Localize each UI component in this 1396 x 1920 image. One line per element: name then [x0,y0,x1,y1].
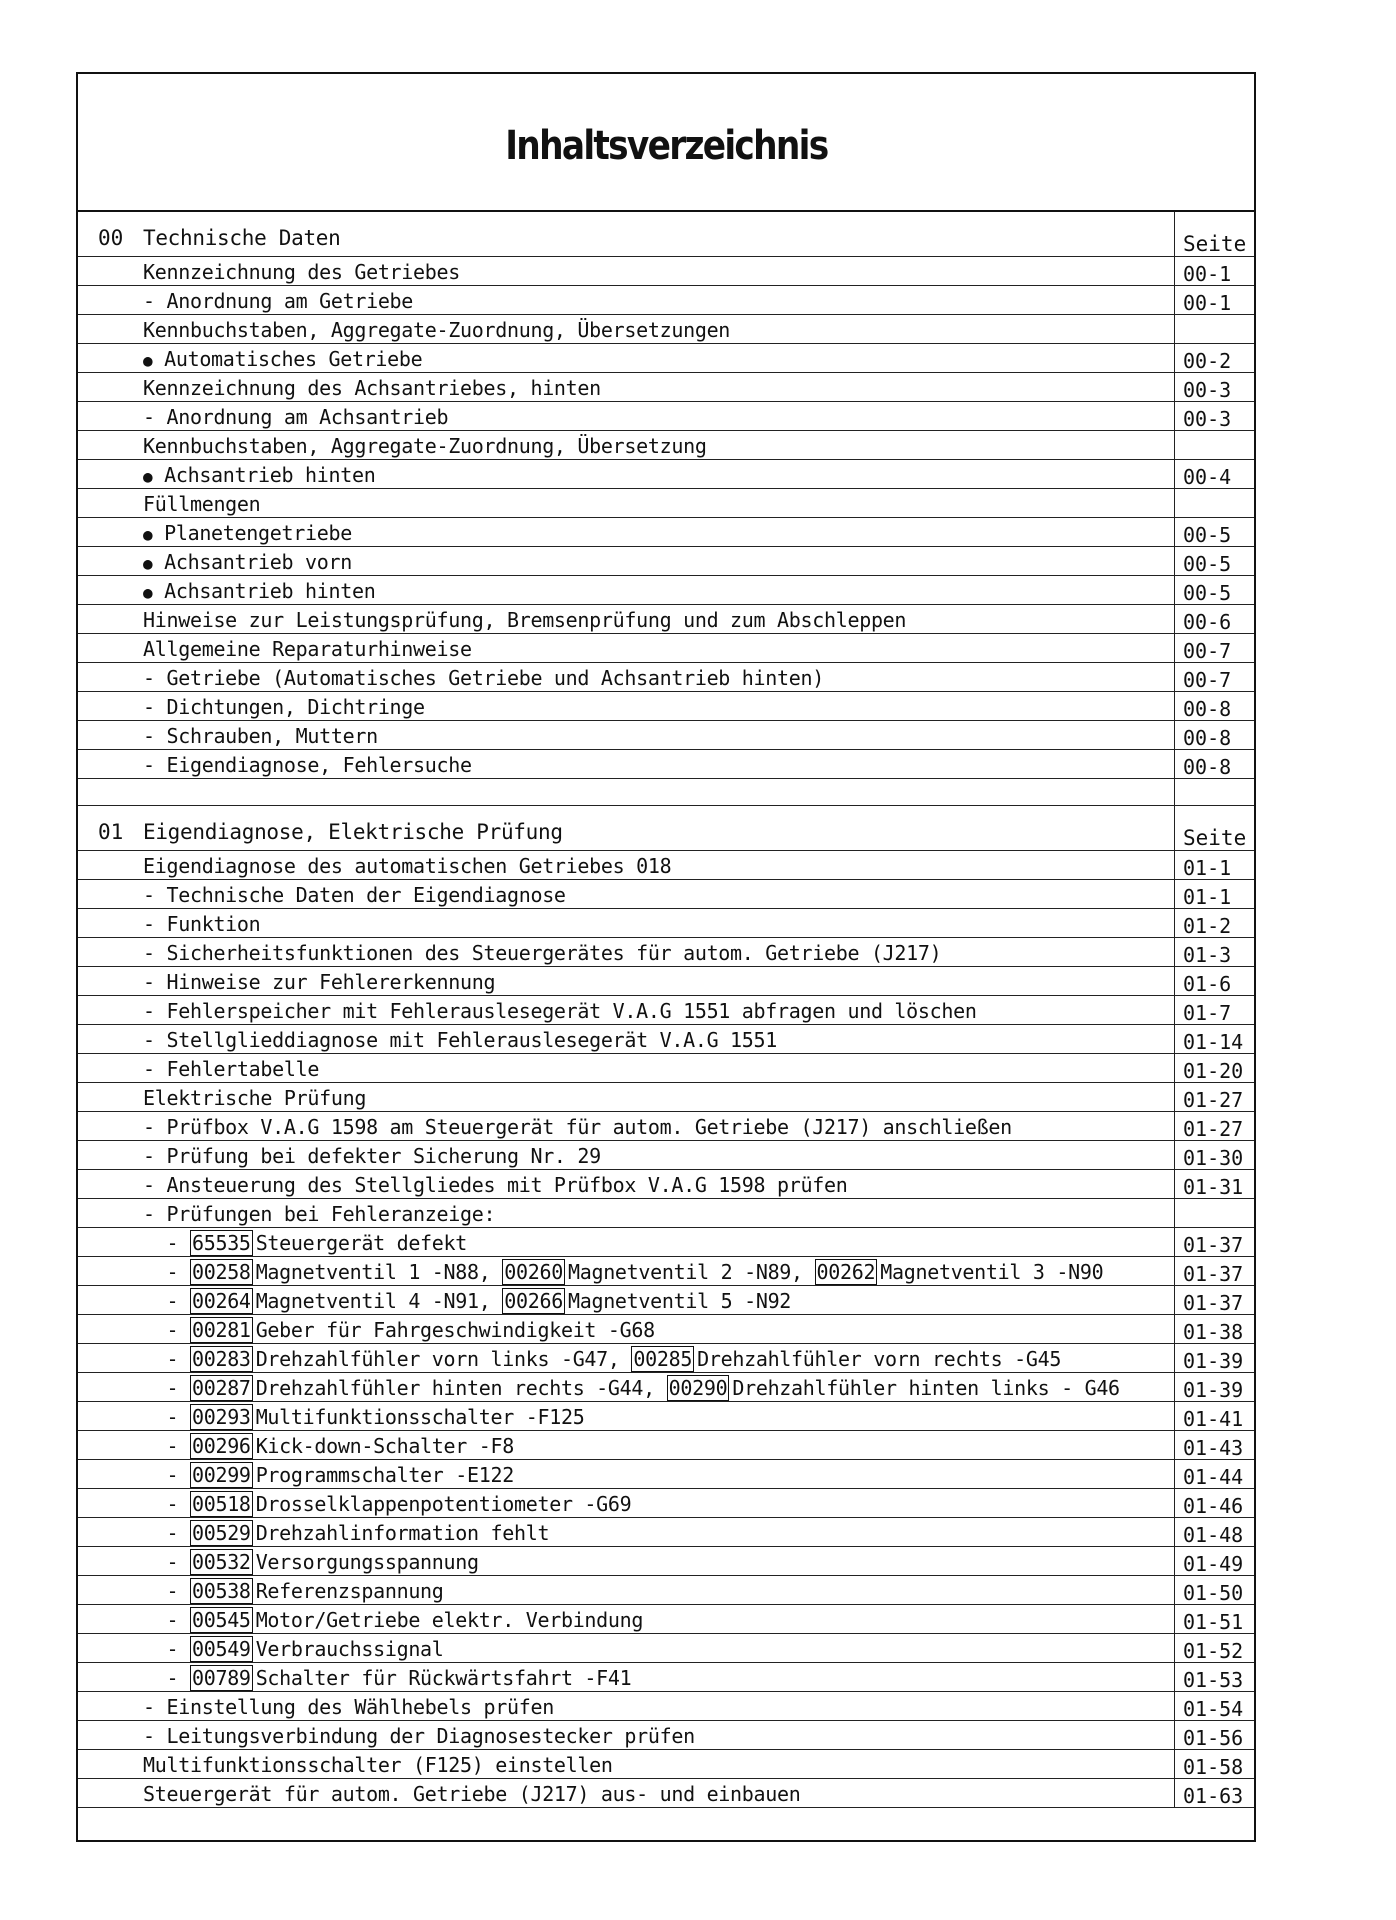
entry-text: - Prüfbox V.A.G 1598 am Steuergerät für autom. Getriebe (J217) anschließen [143,1115,1012,1139]
fault-code: 00518 [191,1492,251,1516]
page-number [1174,1199,1254,1227]
toc-entry [143,970,495,994]
page-number: 00-7 [1174,634,1254,662]
toc-entry [143,1463,514,1487]
page-number: 01-37 [1174,1228,1254,1256]
toc-row [78,1721,1254,1750]
fault-code: 00260 [504,1260,563,1284]
section-00-rows [78,257,1254,779]
toc-entry [143,1666,631,1690]
toc-entry [143,1434,514,1458]
toc-entry [143,608,906,632]
page-number: 01-39 [1174,1373,1254,1401]
fault-description: Drehzahlfühler hinten rechts -G44, [255,1376,667,1400]
toc-row [78,634,1254,663]
toc-row [78,1576,1254,1605]
toc-row [78,518,1254,547]
entry-prefix: - [143,1521,190,1545]
fault-code: 00789 [191,1666,251,1690]
toc-entry [143,318,730,342]
toc-row [78,1402,1254,1431]
entry-text: Eigendiagnose des automatischen Getriebes 018 [143,854,672,878]
page-number: 00-2 [1174,344,1254,372]
page-number: 01-20 [1174,1054,1254,1082]
entry-text: Kennbuchstaben, Aggregate-Zuordnung, Übersetzung [143,434,707,458]
toc-entry [143,1608,643,1632]
entry-prefix: - [143,1608,190,1632]
entry-prefix: - [143,1492,190,1516]
page-number: 01-41 [1174,1402,1254,1430]
entry-text: Automatisches Getriebe [164,347,423,371]
toc-entry [143,260,460,284]
toc-row [78,1054,1254,1083]
bullet-icon: ● [143,554,153,573]
toc-entry [143,666,824,690]
toc-entry [143,1550,479,1574]
toc-entry [143,376,601,400]
entry-text: - Getriebe (Automatisches Getriebe und Achsantrieb hinten) [143,666,824,690]
bullet-icon: ● [143,525,153,544]
toc-row [78,1431,1254,1460]
toc-entry [143,1260,1103,1284]
entry-text: - Sicherheitsfunktionen des Steuergerätes für autom. Getriebe (J217) [143,941,942,965]
page-number: 01-63 [1174,1779,1254,1807]
toc-row [78,373,1254,402]
toc-row [78,1141,1254,1170]
spacer-row [78,779,1254,806]
toc-entry [143,1492,631,1516]
toc-row [78,750,1254,779]
toc-row [78,721,1254,750]
page-number: 01-37 [1174,1286,1254,1314]
toc-row [78,1460,1254,1489]
section-title: Eigendiagnose, Elektrische Prüfung [143,820,563,844]
entry-prefix: - [143,1289,190,1313]
fault-code: 00532 [191,1550,251,1574]
fault-description: Drehzahlinformation fehlt [255,1521,550,1545]
page-number: 01-14 [1174,1025,1254,1053]
toc-row [78,1663,1254,1692]
toc-row [78,344,1254,373]
toc-row [78,967,1254,996]
toc-row [78,1547,1254,1576]
entry-text: - Funktion [143,912,261,936]
page-number: 01-46 [1174,1489,1254,1517]
entry-text: Achsantrieb hinten [164,579,376,603]
page-number: 01-30 [1174,1141,1254,1169]
toc-row [78,1518,1254,1547]
toc-row [78,1373,1254,1402]
section-01-rows [78,851,1254,1808]
entry-text: - Anordnung am Achsantrieb [143,405,449,429]
fault-description: Programmschalter -E122 [255,1463,514,1487]
toc-entry [143,1376,1120,1400]
toc-sheet [76,72,1256,1842]
fault-code: 00549 [191,1637,251,1661]
fault-code: 00285 [633,1347,693,1371]
fault-description: Magnetventil 1 -N88, [255,1260,503,1284]
entry-text: Multifunktionsschalter (F125) einstellen [143,1753,613,1777]
page-number: 01-52 [1174,1634,1254,1662]
page-number: 01-50 [1174,1576,1254,1604]
entry-text: - Hinweise zur Fehlererkennung [143,970,496,994]
toc-row [78,1257,1254,1286]
entry-text: Hinweise zur Leistungsprüfung, Bremsenprüfung und zum Abschleppen [143,608,907,632]
toc-row [78,547,1254,576]
toc-row [78,576,1254,605]
toc-row [78,1112,1254,1141]
entry-text: - Ansteuerung des Stellgliedes mit Prüfbox V.A.G 1598 prüfen [143,1173,848,1197]
fault-description: Kick-down-Schalter -F8 [255,1434,514,1458]
toc-entry [143,1231,467,1255]
fault-code: 00283 [191,1347,251,1371]
entry-text: - Dichtungen, Dichtringe [143,695,425,719]
entry-text: Elektrische Prüfung [143,1086,367,1110]
toc-entry [143,1318,655,1342]
page-number: 01-39 [1174,1344,1254,1372]
fault-description: Referenzspannung [255,1579,444,1603]
entry-prefix: - [143,1550,190,1574]
fault-description: Schalter für Rückwärtsfahrt -F41 [255,1666,632,1690]
page-number: 01-37 [1174,1257,1254,1285]
entry-text: Füllmengen [143,492,261,516]
toc-row [78,1779,1254,1808]
toc-entry [143,1753,613,1777]
toc-entry [143,1724,695,1748]
entry-text: - Eigendiagnose, Fehlersuche [143,753,472,777]
page-number: 01-54 [1174,1692,1254,1720]
fault-code: 00538 [191,1579,251,1603]
fault-code: 00266 [504,1289,563,1313]
toc-row [78,460,1254,489]
page-number: 00-4 [1174,460,1254,488]
page-number: 01-51 [1174,1605,1254,1633]
entry-prefix: - [143,1260,190,1284]
page-number: 01-48 [1174,1518,1254,1546]
toc-entry [143,883,566,907]
page-number: 00-8 [1174,750,1254,778]
fault-code: 00258 [191,1260,251,1284]
toc-entry [143,912,260,936]
fault-code: 00262 [816,1260,876,1284]
toc-entry [143,637,472,661]
fault-description: Multifunktionsschalter -F125 [255,1405,585,1429]
toc-entry [143,1289,791,1313]
toc-row [78,1344,1254,1373]
toc-row [78,286,1254,315]
bullet-icon: ● [143,467,153,486]
toc-entry [143,1579,444,1603]
fault-description: Geber für Fahrgeschwindigkeit -G68 [255,1318,655,1342]
entry-prefix: - [143,1637,190,1661]
toc-row [78,851,1254,880]
page-number: 00-5 [1174,576,1254,604]
fault-code: 00296 [191,1434,251,1458]
page-number: 00-3 [1174,373,1254,401]
toc-entry [143,695,425,719]
section-number: 00 [98,226,124,250]
fault-description: Magnetventil 5 -N92 [567,1289,792,1313]
page-number: 00-3 [1174,402,1254,430]
entry-text: - Fehlertabelle [143,1057,320,1081]
page-number [1174,489,1254,517]
page-number: 01-56 [1174,1721,1254,1749]
toc-entry [143,941,941,965]
toc-entry [143,753,472,777]
page-number [1174,315,1254,343]
entry-text: Achsantrieb hinten [164,463,376,487]
fault-code: 00281 [191,1318,251,1342]
toc-row [78,996,1254,1025]
entry-text: - Leitungsverbindung der Diagnosestecker prüfen [143,1724,695,1748]
bullet-icon: ● [143,583,153,602]
toc-row [78,909,1254,938]
entry-prefix: - [143,1376,190,1400]
toc-entry [143,1637,444,1661]
entry-text: - Schrauben, Muttern [143,724,378,748]
page-number: 00-6 [1174,605,1254,633]
entry-text: Achsantrieb vorn [164,550,352,574]
toc-entry [143,724,378,748]
fault-code: 00264 [191,1289,251,1313]
page-number: 01-6 [1174,967,1254,995]
toc-row [78,1199,1254,1228]
page-number: 00-7 [1174,663,1254,691]
fault-description: Steuergerät defekt [255,1231,468,1255]
fault-description: Magnetventil 4 -N91, [255,1289,503,1313]
page-number: 01-49 [1174,1547,1254,1575]
toc-entry [143,1521,549,1545]
entry-text: - Stellglieddiagnose mit Fehlerauslesegerät V.A.G 1551 [143,1028,778,1052]
toc-row [78,257,1254,286]
entry-prefix: - [143,1434,190,1458]
page-number: 00-8 [1174,692,1254,720]
toc-entry [143,854,671,878]
entry-text: Kennzeichnung des Getriebes [143,260,461,284]
toc-entry [143,347,422,371]
page-number: 01-3 [1174,938,1254,966]
page-number: 00-8 [1174,721,1254,749]
toc-row [78,431,1254,460]
toc-row [78,1228,1254,1257]
section-number: 01 [98,820,124,844]
page-number: 01-53 [1174,1663,1254,1691]
entry-prefix: - [143,1318,190,1342]
toc-entry [143,1057,319,1081]
fault-code: 65535 [191,1231,251,1255]
entry-prefix: - [143,1579,190,1603]
entry-text: - Fehlerspeicher mit Fehlerauslesegerät V.A.G 1551 abfragen und löschen [143,999,977,1023]
section-header-01 [78,806,1254,851]
fault-code: 00299 [191,1463,251,1487]
entry-text: - Technische Daten der Eigendiagnose [143,883,566,907]
toc-entry [143,550,352,574]
fault-code: 00287 [191,1376,251,1400]
fault-description: Magnetventil 3 -N90 [880,1260,1104,1284]
toc-entry [143,999,977,1023]
toc-entry [143,463,375,487]
page-number: 01-1 [1174,851,1254,879]
toc-row [78,692,1254,721]
bullet-icon: ● [143,351,153,370]
page-number: 01-31 [1174,1170,1254,1198]
page-column-header: Seite [1174,212,1254,256]
page-number: 01-27 [1174,1112,1254,1140]
toc-row [78,880,1254,909]
toc-entry [143,1695,554,1719]
fault-description: Drehzahlfühler vorn rechts -G45 [697,1347,1062,1371]
page-number: 01-38 [1174,1315,1254,1343]
toc-row [78,1605,1254,1634]
toc-entry [143,1144,601,1168]
toc-entry [143,434,707,458]
fault-description: Drosselklappenpotentiometer -G69 [255,1492,632,1516]
toc-entry [143,1347,1061,1371]
toc-entry [143,1028,777,1052]
fault-code: 00545 [191,1608,251,1632]
toc-entry [143,1173,847,1197]
toc-entry [143,289,413,313]
fault-description: Drehzahlfühler vorn links -G47, [255,1347,632,1371]
toc-row [78,1634,1254,1663]
toc-entry [143,405,448,429]
page-number: 01-2 [1174,909,1254,937]
page-number: 00-5 [1174,518,1254,546]
toc-entry [143,521,352,545]
section-title: Technische Daten [143,226,341,250]
entry-text: - Anordnung am Getriebe [143,289,414,313]
fault-code: 00529 [191,1521,251,1545]
fault-description: Versorgungsspannung [255,1550,479,1574]
toc-row [78,315,1254,344]
page-number: 01-7 [1174,996,1254,1024]
entry-text: Allgemeine Reparaturhinweise [143,637,472,661]
entry-prefix: - [143,1231,190,1255]
toc-entry [143,579,375,603]
toc-row [78,1025,1254,1054]
toc-row [78,1286,1254,1315]
toc-entry [143,1405,584,1429]
entry-prefix: - [143,1347,190,1371]
entry-text: Planetengetriebe [164,521,352,545]
entry-text: - Prüfung bei defekter Sicherung Nr. 29 [143,1144,601,1168]
entry-text: Kennzeichnung des Achsantriebes, hinten [143,376,601,400]
toc-row [78,938,1254,967]
entry-prefix: - [143,1463,190,1487]
toc-row [78,1083,1254,1112]
toc-entry [143,1782,801,1806]
entry-text: - Einstellung des Wählhebels prüfen [143,1695,554,1719]
toc-row [78,1315,1254,1344]
fault-code: 00293 [191,1405,251,1429]
toc-row [78,605,1254,634]
entry-text: Steuergerät für autom. Getriebe (J217) aus- und einbauen [143,1782,801,1806]
entry-text: Kennbuchstaben, Aggregate-Zuordnung, Übersetzungen [143,318,731,342]
entry-text: - Prüfungen bei Fehleranzeige: [143,1202,496,1226]
toc-entry [143,1086,366,1110]
fault-description: Magnetventil 2 -N89, [567,1260,815,1284]
page-number: 00-5 [1174,547,1254,575]
fault-description: Motor/Getriebe elektr. Verbindung [255,1608,644,1632]
toc-row [78,1750,1254,1779]
toc-row [78,489,1254,518]
section-header-00 [78,212,1254,257]
title-box [78,74,1254,212]
toc-row [78,663,1254,692]
page-number: 01-44 [1174,1460,1254,1488]
toc-entry [143,1115,1012,1139]
page-number: 01-43 [1174,1431,1254,1459]
toc-row [78,1692,1254,1721]
toc-entry [143,492,260,516]
page-number: 00-1 [1174,257,1254,285]
fault-description: Verbrauchssignal [255,1637,444,1661]
fault-description: Drehzahlfühler hinten links - G46 [732,1376,1120,1400]
page-number: 00-1 [1174,286,1254,314]
toc-row [78,402,1254,431]
page-title: Inhaltsverzeichnis [504,123,828,169]
page-number [1174,431,1254,459]
page-number: 01-27 [1174,1083,1254,1111]
toc-entry [143,1202,495,1226]
toc-row [78,1170,1254,1199]
page-number: 01-58 [1174,1750,1254,1778]
page-number: 01-1 [1174,880,1254,908]
toc-row [78,1489,1254,1518]
entry-prefix: - [143,1666,190,1690]
entry-prefix: - [143,1405,190,1429]
fault-code: 00290 [668,1376,728,1400]
page-column-header: Seite [1174,806,1254,850]
